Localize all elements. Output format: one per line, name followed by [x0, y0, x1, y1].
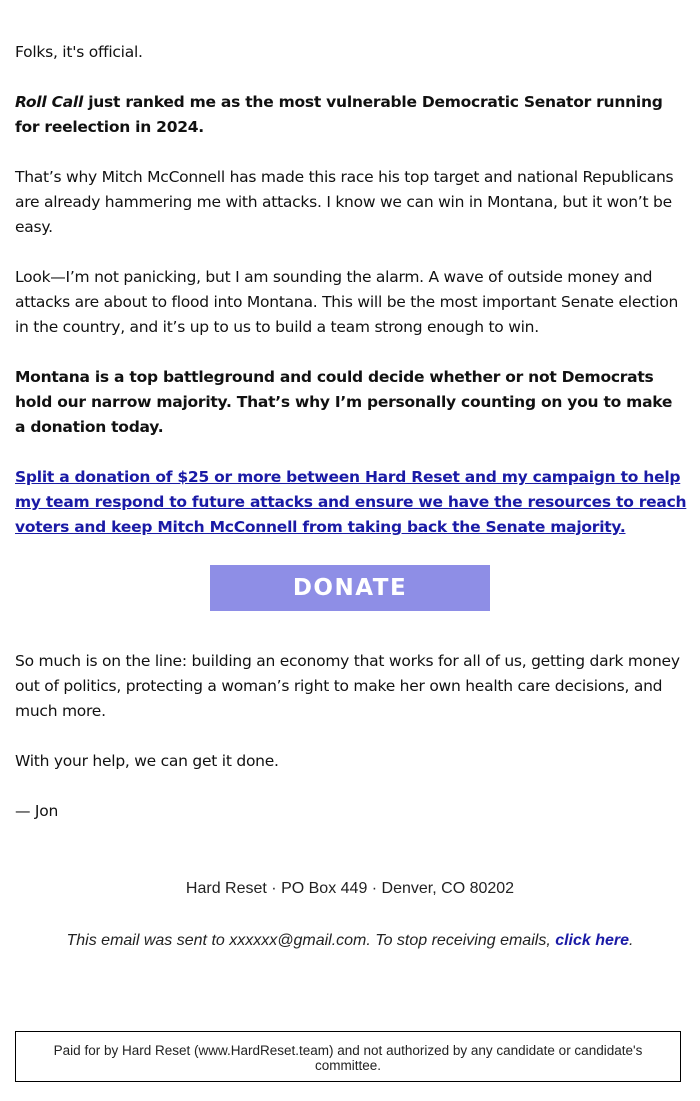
greeting-text: Folks, it's official. [15, 43, 143, 61]
footer-address: Hard Reset · PO Box 449 · Denver, CO 80202 [185, 880, 515, 897]
unsubscribe-link[interactable]: click here [555, 932, 630, 949]
unsubscribe-line [0, 932, 700, 950]
alarm-paragraph: Look—I’m not panicking, but I am sounding the alarm. A wave of outside money and attacks are about to flood into Montana. This will be the most important Senate election in the country, and it’s up to us to build a team strong enough to win. [15, 268, 679, 336]
mcconnell-paragraph: That’s why Mitch McConnell has made this race his top target and national Republicans are already hammering me with attacks. I know we can win in Montana, but it won’t be easy. [15, 168, 674, 236]
email-body [15, 40, 687, 849]
unsubscribe-text: This email was sent to xxxxxx@gmail.com. To stop receiving emails, [66, 932, 556, 949]
donate-button-container [15, 565, 687, 611]
ranking-text: just ranked me as the most vulnerable Democratic Senator running for reelection in 2024. [15, 93, 663, 136]
battleground-paragraph: Montana is a top battleground and could decide whether or not Democrats hold our narrow majority. That’s why I’m personally counting on you to make a donation today. [15, 368, 673, 436]
ranking-paragraph [15, 90, 687, 140]
split-donation-link[interactable]: Split a donation of $25 or more between Hard Reset and my campaign to help my team respond to future attacks and ensure we have the resources to reach voters and keep Mitch McConnell from taking back the Senate majority. [15, 468, 687, 536]
cta-paragraph [15, 465, 687, 540]
donate-button[interactable]: DONATE [210, 565, 490, 611]
paid-for-disclaimer: Paid for by Hard Reset (www.HardReset.team) and not authorized by any candidate or candidate's committee. [15, 1031, 681, 1082]
publication-name: Roll Call [15, 93, 84, 111]
unsubscribe-period: . [629, 932, 634, 949]
signoff: — Jon [15, 802, 59, 820]
on-the-line-paragraph: So much is on the line: building an economy that works for all of us, getting dark money out of politics, protecting a woman’s right to make her own health care decisions, and much more. [15, 652, 680, 720]
help-paragraph: With your help, we can get it done. [15, 752, 279, 770]
